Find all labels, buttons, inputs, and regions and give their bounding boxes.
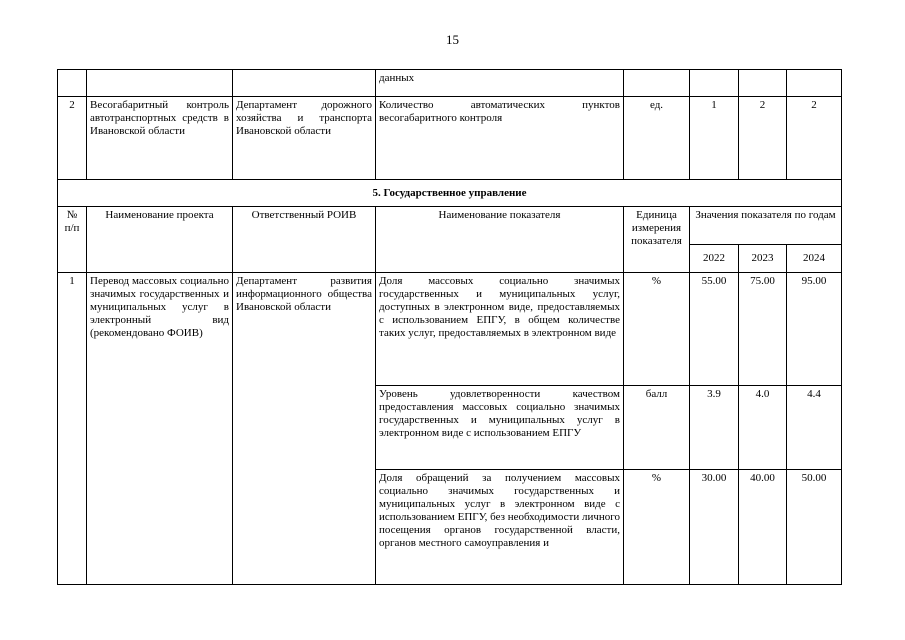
value-2022-cell: 1	[690, 97, 739, 180]
unit-cell: %	[624, 470, 690, 585]
row-number: 1	[58, 273, 87, 585]
value-2023-cell: 2	[739, 97, 787, 180]
table-row	[58, 70, 842, 97]
header-unit: Единица измерения показателя	[624, 207, 690, 273]
project-cell: Весогабаритный контроль автотранспортных средств в Ивановской области	[87, 97, 233, 180]
header-year-2024: 2024	[787, 245, 842, 273]
unit-cell: %	[624, 273, 690, 386]
roiv-cell: Департамент дорожного хозяйства и транспорта Ивановской области	[233, 97, 376, 180]
header-roiv: Ответственный РОИВ	[233, 207, 376, 273]
value-2023-cell: 4.0	[739, 386, 787, 470]
header-project: Наименование проекта	[87, 207, 233, 273]
indicator-cell: Количество автоматических пунктов весогабаритного контроля	[376, 97, 624, 180]
value-2023-cell: 40.00	[739, 470, 787, 585]
table-row	[58, 273, 842, 386]
project-cell: Перевод массовых социально значимых государственных и муниципальных услуг в электронный вид (рекомендовано ФОИВ)	[87, 273, 233, 585]
header-values: Значения показателя по годам	[690, 207, 842, 245]
header-indicator: Наименование показателя	[376, 207, 624, 273]
section-title: 5. Государственное управление	[58, 180, 842, 207]
row-number: 2	[58, 97, 87, 180]
value-2024-cell: 50.00	[787, 470, 842, 585]
table-row	[58, 97, 842, 180]
value-2022-cell: 55.00	[690, 273, 739, 386]
indicator-cell: данных	[376, 70, 624, 97]
indicator-cell: Уровень удовлетворенности качеством предоставления массовых социально значимых государственных и муниципальных услуг в электронном виде с использованием ЕПГУ	[376, 386, 624, 470]
value-2022-cell: 3.9	[690, 386, 739, 470]
value-2024-cell: 95.00	[787, 273, 842, 386]
value-2023-cell: 75.00	[739, 273, 787, 386]
indicators-table	[57, 69, 842, 585]
indicator-cell: Доля обращений за получением массовых социально значимых государственных и муниципальных услуг в электронном виде с использованием ЕПГУ, без необходимости личного посещения органов государственной власти, органов местного самоуправления и	[376, 470, 624, 585]
value-2022-cell: 30.00	[690, 470, 739, 585]
value-2024-cell: 4.4	[787, 386, 842, 470]
indicator-cell: Доля массовых социально значимых государственных и муниципальных услуг, доступных в электронном виде, предоставляемых с использованием ЕПГУ, в общем количестве таких услуг, предоставляемых в электронном виде	[376, 273, 624, 386]
header-year-2023: 2023	[739, 245, 787, 273]
page-number: 15	[446, 32, 459, 47]
header-num: № п/п	[58, 207, 87, 273]
unit-cell: ед.	[624, 97, 690, 180]
roiv-cell: Департамент развития информационного общества Ивановской области	[233, 273, 376, 585]
header-year-2022: 2022	[690, 245, 739, 273]
section-row	[58, 180, 842, 207]
header-row	[58, 207, 842, 245]
unit-cell: балл	[624, 386, 690, 470]
value-2024-cell: 2	[787, 97, 842, 180]
